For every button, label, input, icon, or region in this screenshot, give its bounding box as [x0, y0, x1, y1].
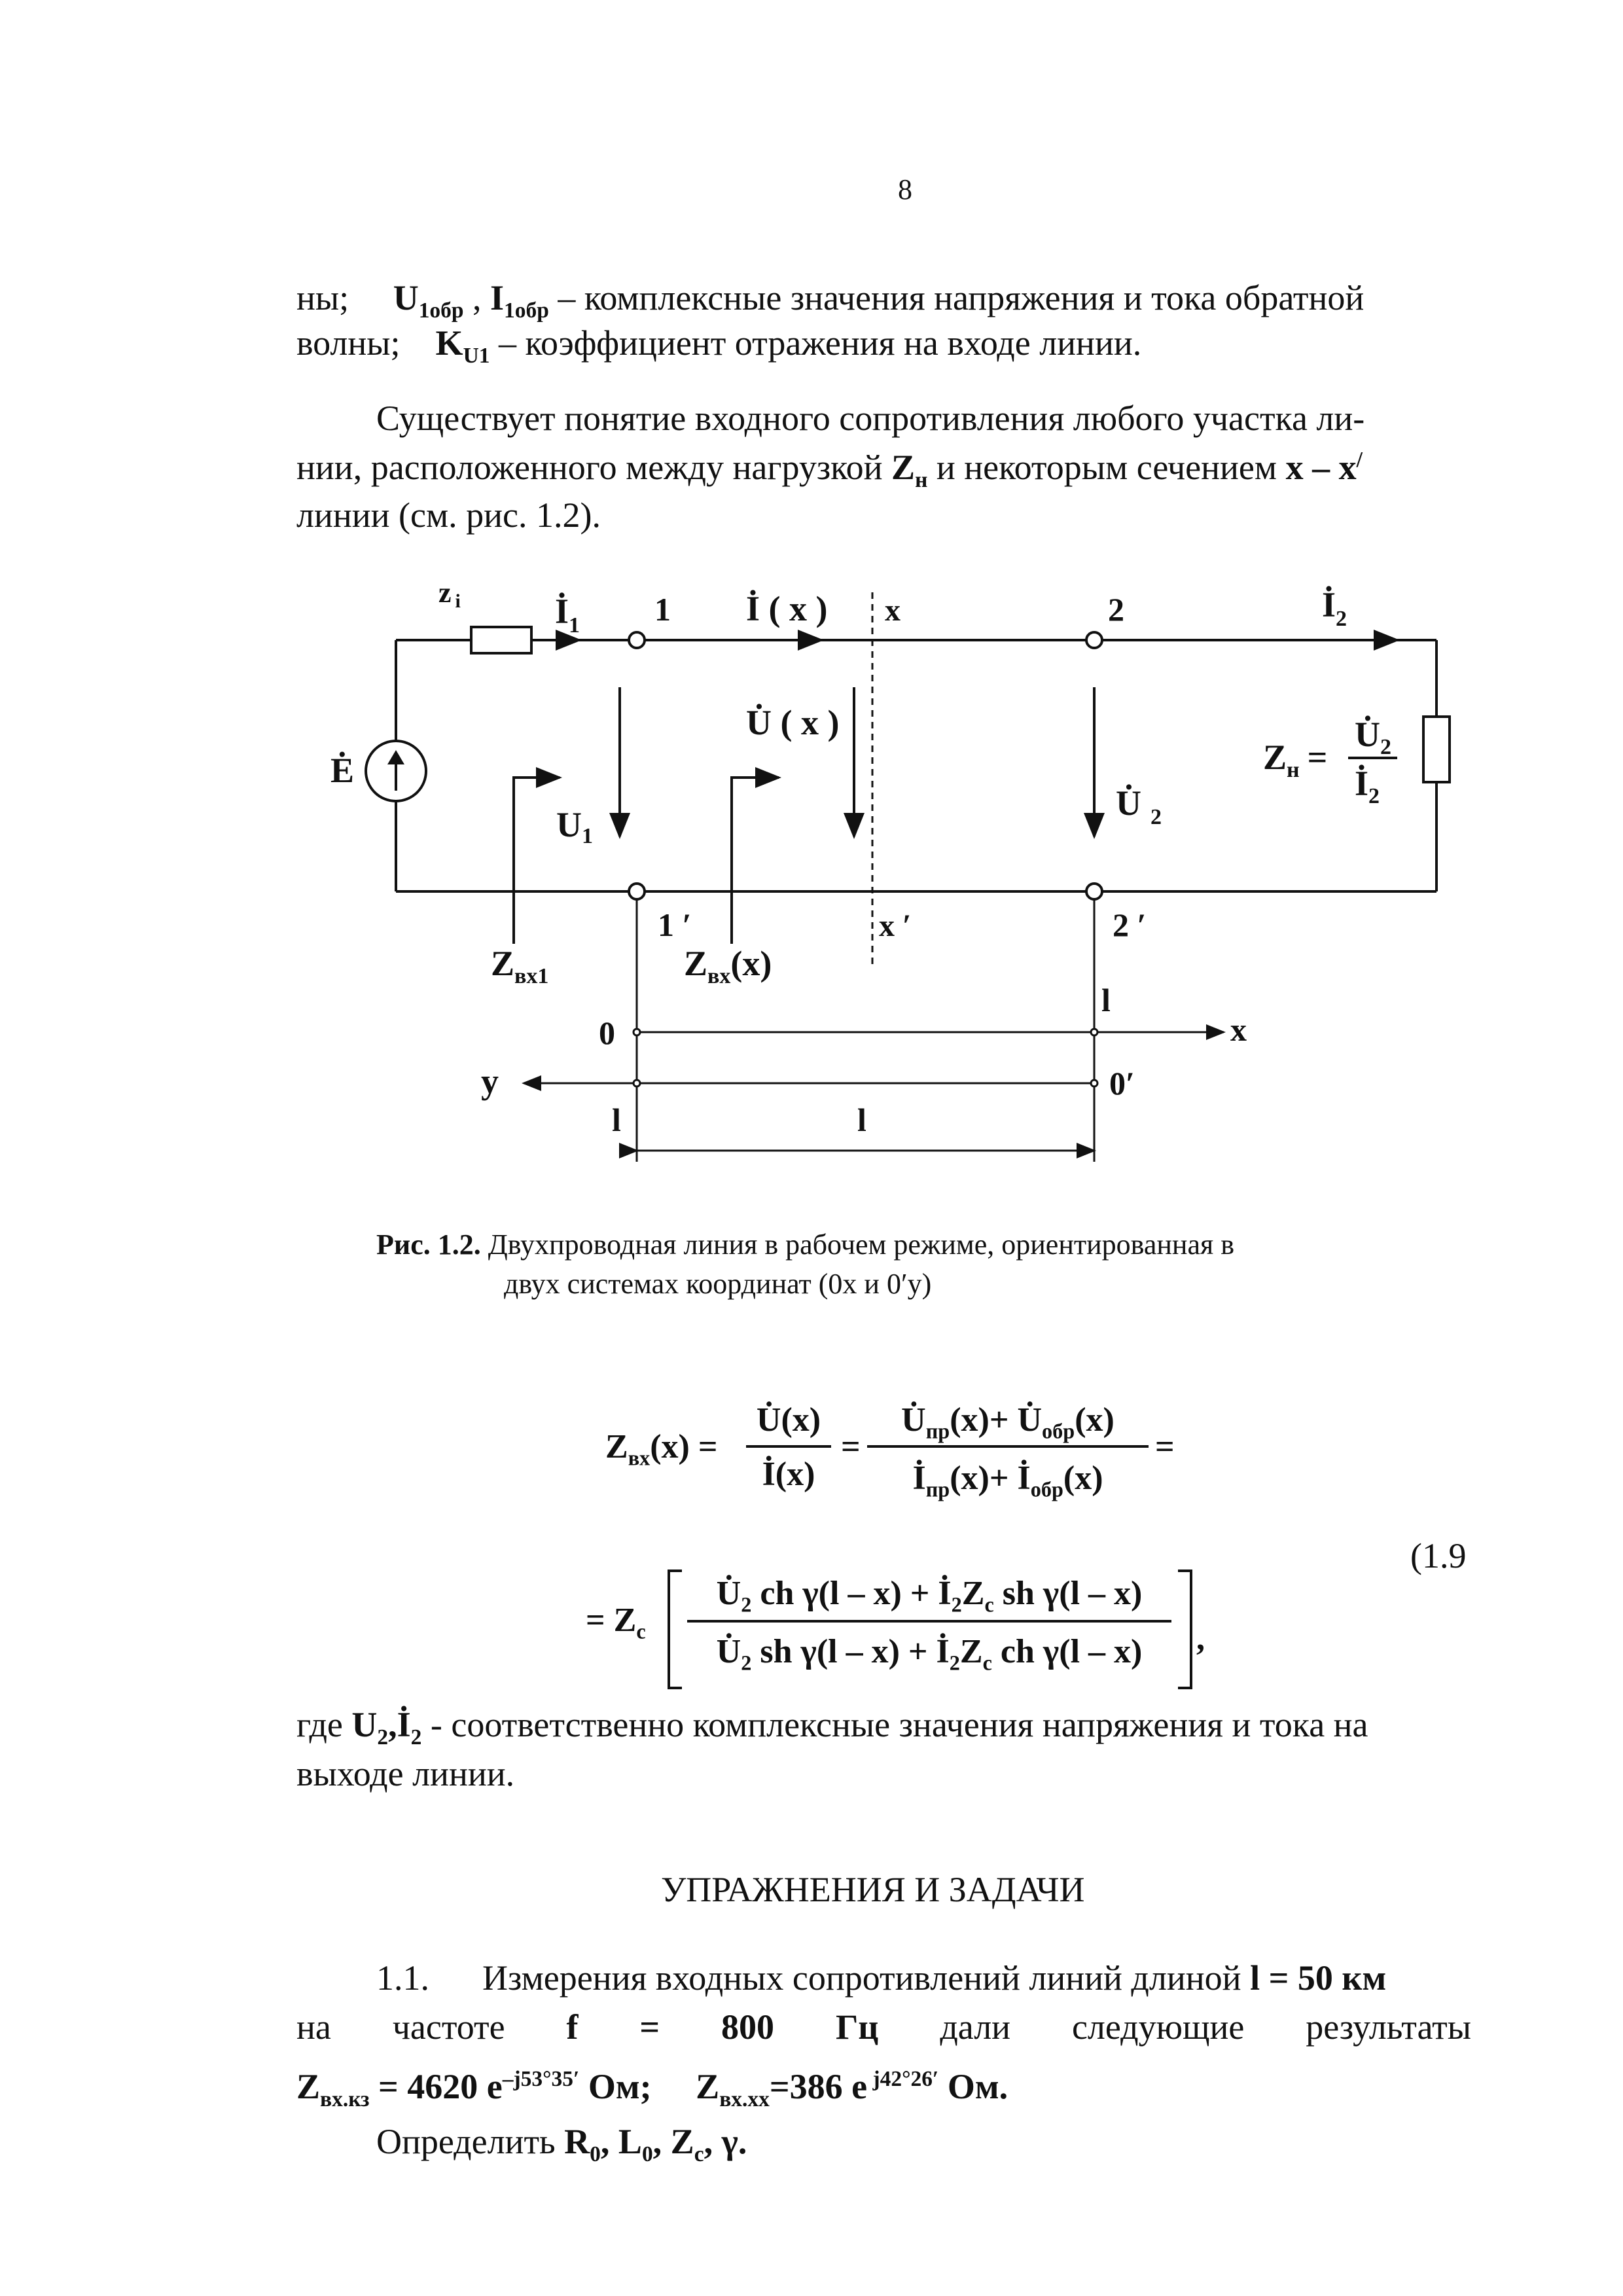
formula-eq-1: =	[841, 1428, 861, 1465]
where-line-2: выходе линии.	[296, 1754, 515, 1793]
label-node-1-prime: 1 ′	[658, 906, 692, 943]
node-2	[1086, 632, 1102, 648]
label-l-mid: l	[857, 1102, 866, 1138]
problem-line-2: на частоте f = 800 Гц дали следующие результаты	[296, 2007, 1471, 2047]
label-ux: U̇ ( x )	[746, 703, 840, 742]
label-zn: $Z_н$ =	[1263, 738, 1328, 782]
label-l-left: l	[612, 1102, 621, 1138]
node-2-prime	[1086, 884, 1102, 899]
point-l	[1091, 1029, 1097, 1035]
label-zi: z i	[438, 577, 461, 612]
fraction-ux-ix	[746, 1401, 831, 1494]
label-y-axis: y	[481, 1062, 499, 1101]
hyperbolic-numerator: $U̇_2$ ch $\gamma(l - x) + İ_2Z_c$ sh γ(l – x)	[716, 1575, 1143, 1617]
origin-0-prime	[1091, 1080, 1097, 1086]
label-u2: U̇ $_2$	[1116, 783, 1162, 829]
intro-line-1: ны; $U_{1обр}$ , $I_{1обр}$ – комплексные значения напряжения и тока обратной	[296, 278, 1364, 323]
hyperbolic-denominator: $U̇_2$ sh $\gamma(l - x) + İ_2Z_c$ ch γ(l – x)	[716, 1633, 1143, 1675]
zvxx-indicator	[732, 778, 779, 944]
resistor-zi	[471, 627, 531, 653]
fraction-numerator: $U̇_{пр}(x)+$ $U̇_{обр}(x)$	[901, 1401, 1115, 1443]
formula-zc: = $Z_c$	[586, 1602, 646, 1643]
point-l-left	[633, 1080, 640, 1086]
label-u1: U1	[556, 805, 593, 848]
fraction-hyperbolic	[687, 1574, 1171, 1676]
para-line-3: линии (см. рис. 1.2).	[296, 495, 601, 535]
figure-caption-line-1: Рис. 1.2. Двухпроводная линия в рабочем режиме, ориентированная в	[376, 1229, 1235, 1261]
label-l-top: l	[1101, 982, 1111, 1018]
node-1-prime	[629, 884, 645, 899]
left-bracket	[668, 1570, 682, 1689]
formula-comma: ,	[1196, 1620, 1205, 1657]
fraction-ix: İ(x)	[762, 1456, 815, 1493]
label-zvx1: $Z_{вх1}$	[491, 944, 549, 988]
label-node-2: 2	[1108, 591, 1124, 628]
section-title: УПРАЖНЕНИЯ И ЗАДАЧИ	[661, 1870, 1085, 1909]
fraction-forward-backward	[867, 1401, 1149, 1502]
label-origin-0-prime: 0′	[1109, 1065, 1135, 1102]
para-line-1: Существует понятие входного сопротивления любого участка ли-	[376, 399, 1365, 438]
load-resistor	[1423, 717, 1450, 782]
label-x-prime: x ′	[879, 908, 912, 943]
equation-number: (1.9	[1410, 1536, 1467, 1575]
page-number: 8	[898, 173, 912, 206]
formula-lhs: $Z_{вх}(x)$ =	[605, 1428, 718, 1470]
label-ix: İ ( x )	[746, 589, 828, 628]
label-e: Ė	[330, 751, 355, 790]
label-origin-0: 0	[599, 1014, 615, 1051]
label-i1: $İ_1$	[555, 592, 580, 637]
intro-line-2: волны; $K_{U1}$ – коэффициент отражения на входе линии.	[296, 323, 1142, 368]
label-i2: $İ_2$	[1322, 585, 1347, 631]
zvx1-indicator	[514, 778, 560, 944]
problem-line-3: $Z_{вх.кз} = 4620$ $e^{-j53^\circ 35'}$ Ом; $Z_{вх.хх}=386$ e $^{j42^\circ 26'}$ Ом.	[296, 2067, 1008, 2111]
problem-line-4: Определить $R_0$, $L_0$, $Z_c$, γ.	[376, 2122, 747, 2166]
fraction-ux: U̇(x)	[756, 1401, 821, 1439]
para-line-2: нии, расположенного между нагрузкой $Z_н$ и некоторым сечением x – x/	[296, 448, 1363, 492]
label-zn-den: $İ_2$	[1355, 764, 1380, 808]
right-bracket	[1178, 1570, 1192, 1689]
label-x-axis: x	[1230, 1011, 1247, 1048]
label-x-top: x	[885, 593, 901, 628]
fraction-denominator: $İ_{пр}(x)+$ $İ_{обр}(x)$	[912, 1460, 1103, 1501]
label-zn-num: $U̇_2$	[1355, 715, 1391, 759]
node-1	[629, 632, 645, 648]
origin-0	[633, 1029, 640, 1035]
where-line-1: где $U_2,İ_2$ - соответственно комплексные значения напряжения и тока на	[296, 1705, 1368, 1749]
label-node-2-prime: 2 ′	[1113, 906, 1147, 943]
problem-line-1: 1.1. Измерения входных сопротивлений линий длиной l = 50 км	[376, 1958, 1387, 1998]
label-node-1: 1	[654, 591, 671, 628]
figure-caption-line-2: двух системах координат (0x и 0′y)	[504, 1268, 932, 1300]
formula-eq-2: =	[1155, 1428, 1175, 1465]
label-zvxx: $Z_{вх}(x)$	[684, 944, 772, 988]
